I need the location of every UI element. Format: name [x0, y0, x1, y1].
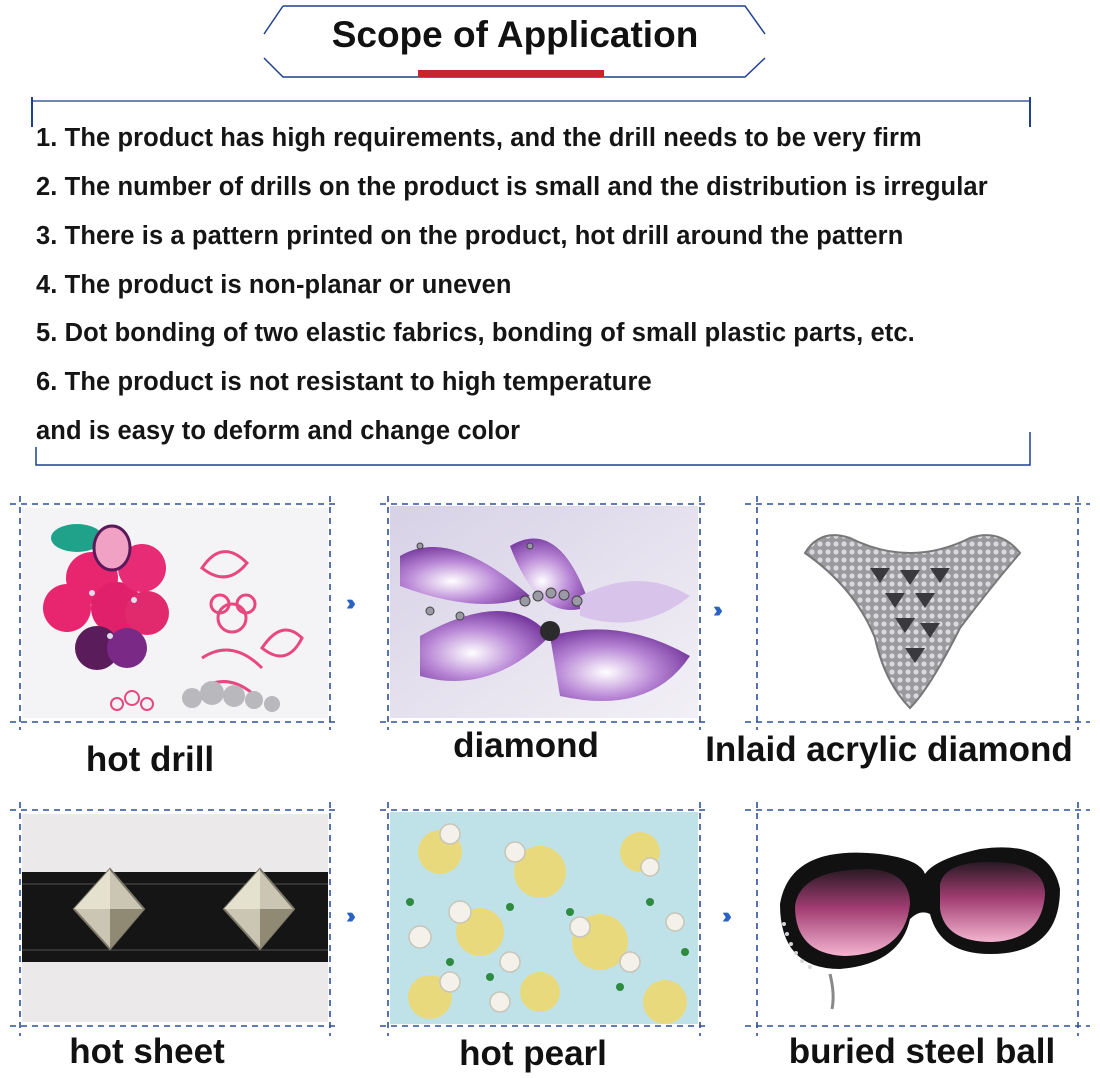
gallery-caption: hot drill — [85, 740, 215, 779]
requirement-item-2: 2. The number of drills on the product is small and the distribution is irregular — [36, 173, 988, 201]
purple-flower-rhinestone-image — [390, 506, 698, 718]
header-accent-bar — [418, 70, 604, 77]
gallery-caption: hot pearl — [459, 1034, 607, 1073]
embroidered-flower-patch-image — [22, 508, 328, 718]
requirement-item-6: 6. The product is not resistant to high temperature — [36, 368, 652, 396]
gallery-caption: Inlaid acrylic diamond — [705, 730, 1073, 769]
arrow-right-icon: ››› — [713, 597, 717, 622]
rhinestone-collar-applique-image — [760, 508, 1076, 718]
arrow-right-icon: ››› — [346, 590, 350, 615]
gallery-caption: hot sheet — [69, 1032, 225, 1071]
arrow-right-icon: ››› — [722, 903, 726, 928]
pyramid-studs-on-strap-image — [22, 814, 328, 1022]
rhinestone-sunglasses-image — [760, 814, 1076, 1022]
arrow-right-icon: ››› — [346, 903, 350, 928]
gallery-caption: buried steel ball — [788, 1032, 1056, 1071]
gallery-caption: diamond — [453, 726, 599, 765]
requirement-item-3: 3. There is a pattern printed on the product, hot drill around the pattern — [36, 222, 904, 250]
pearls-on-floral-fabric-image — [390, 812, 698, 1024]
requirement-item-4: 4. The product is non-planar or uneven — [36, 271, 512, 299]
requirement-item-6-continued: and is easy to deform and change color — [36, 417, 521, 445]
page-title: Scope of Application — [331, 14, 699, 55]
requirement-item-1: 1. The product has high requirements, and the drill needs to be very firm — [36, 124, 922, 152]
requirement-item-5: 5. Dot bonding of two elastic fabrics, bonding of small plastic parts, etc. — [36, 319, 915, 347]
